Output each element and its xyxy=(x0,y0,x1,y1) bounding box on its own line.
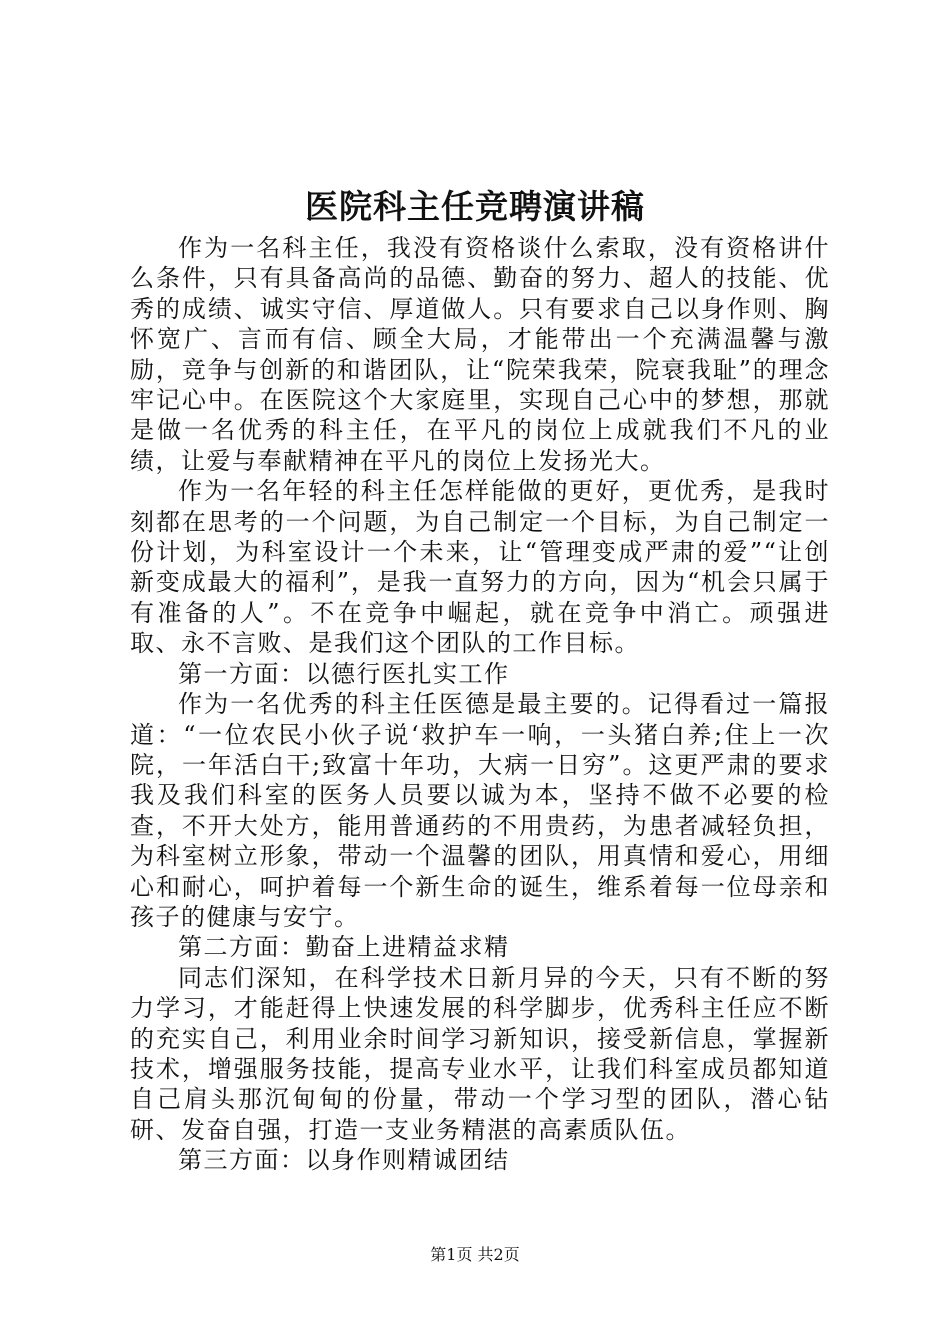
paragraph-ethics: 作为一名优秀的科主任医德是最主要的。记得看过一篇报道：“一位农民小伙子说‘救护车一响，一头猪白养;住上一次院，一年活白干;致富十年功，大病一日穷”。这更严肃的要求我及我们科室的医务人员要以诚为本，坚持不做不必要的检查，不开大处方，能用普通药的不用贵药，为患者减轻负担，为科室树立形象，带动一个温馨的团队，用真情和爱心，用细心和耐心，呵护着每一个新生命的诞生，维系着每一位母亲和孩子的健康与安宁。 xyxy=(130,690,830,931)
paragraph-intro: 作为一名科主任，我没有资格谈什么索取，没有资格讲什么条件，只有具备高尚的品德、勤奋的努力、超人的技能、优秀的成绩、诚实守信、厚道做人。只有要求自己以身作则、胸怀宽广、言而有信、顾全大局，才能带出一个充满温馨与激励，竞争与创新的和谐团队，让“院荣我荣，院衰我耻”的理念牢记心中。在医院这个大家庭里，实现自己心中的梦想，那就是做一名优秀的科主任，在平凡的岗位上成就我们不凡的业绩，让爱与奉献精神在平凡的岗位上发扬光大。 xyxy=(130,234,830,475)
paragraph-learning: 同志们深知，在科学技术日新月异的今天，只有不断的努力学习，才能赶得上快速发展的科学脚步，优秀科主任应不断的充实自己，利用业余时间学习新知识，接受新信息，掌握新技术，增强服务技能，提高专业水平，让我们科室成员都知道自己肩头那沉甸甸的份量，带动一个学习型的团队，潜心钻研、发奋自强，打造一支业务精湛的高素质队伍。 xyxy=(130,963,830,1144)
page-number-footer: 第1页 共2页 xyxy=(430,1245,520,1264)
paragraph-goal: 作为一名年轻的科主任怎样能做的更好，更优秀，是我时刻都在思考的一个问题，为自己制定一个目标，为自己制定一份计划，为科室设计一个未来，让“管理变成严肃的爱”“让创新变成最大的福利”，是我一直努力的方向，因为“机会只属于有准备的人”。不在竞争中崛起，就在竞争中消亡。顽强进取、永不言败、是我们这个团队的工作目标。 xyxy=(130,477,830,658)
document-body xyxy=(130,233,830,1176)
section-heading-2: 第二方面：勤奋上进精益求精 xyxy=(178,933,510,962)
document-title: 医院科主任竞聘演讲稿 xyxy=(305,187,645,226)
section-heading-3: 第三方面：以身作则精诚团结 xyxy=(178,1146,510,1175)
section-heading-1: 第一方面：以德行医扎实工作 xyxy=(178,659,510,688)
